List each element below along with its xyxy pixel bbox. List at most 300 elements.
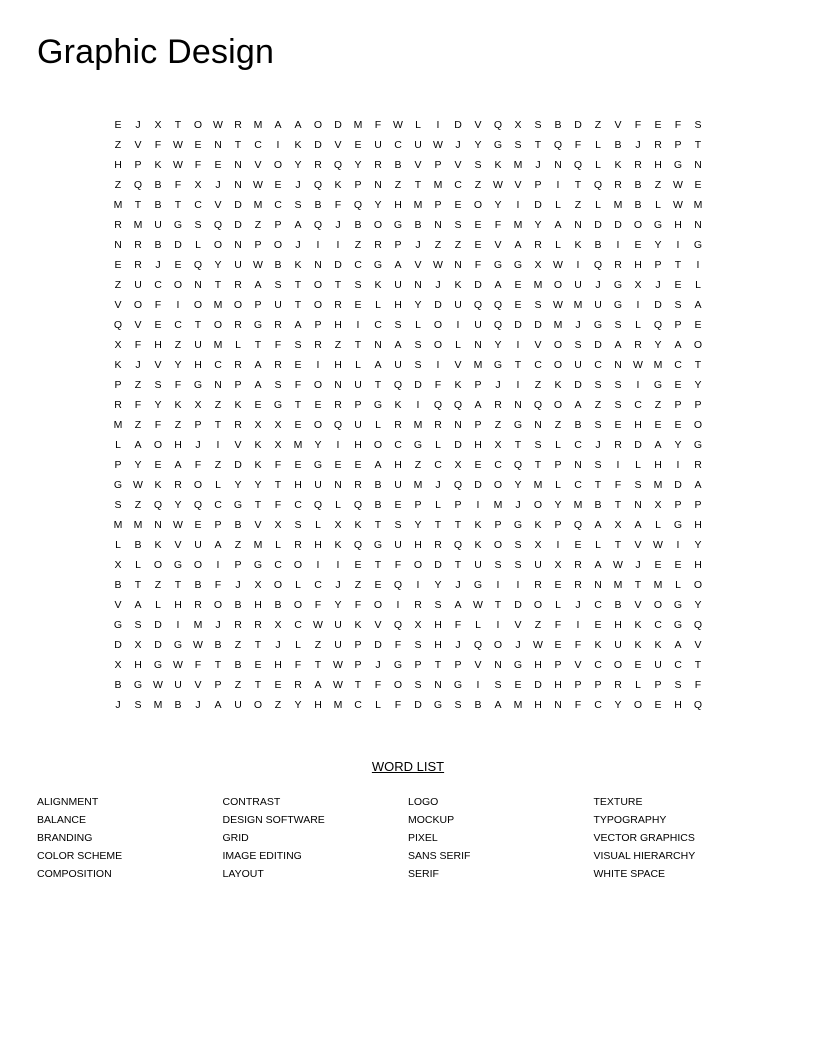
grid-letter: O xyxy=(633,699,643,711)
grid-letter: M xyxy=(333,699,343,711)
grid-letter: H xyxy=(694,519,702,531)
grid-letter: X xyxy=(194,179,202,191)
grid-letter: U xyxy=(394,539,402,551)
grid-letter: W xyxy=(173,139,183,151)
grid-letter: T xyxy=(134,199,142,211)
grid-letter: A xyxy=(374,359,382,371)
grid-letter: I xyxy=(516,339,520,351)
grid-letter: B xyxy=(114,579,122,591)
grid-letter: K xyxy=(534,519,542,531)
grid-letter: B xyxy=(594,239,602,251)
grid-letter: R xyxy=(334,299,342,311)
grid-letter: R xyxy=(174,479,182,491)
grid-letter: M xyxy=(693,199,703,211)
grid-letter: B xyxy=(374,499,382,511)
grid-letter: V xyxy=(154,359,162,371)
grid-letter: K xyxy=(374,279,382,291)
word-list-item: COMPOSITION xyxy=(37,868,112,880)
grid-letter: F xyxy=(674,119,682,131)
grid-letter: F xyxy=(614,479,622,491)
grid-letter: K xyxy=(474,519,482,531)
grid-letter: M xyxy=(413,419,423,431)
grid-row xyxy=(108,355,708,375)
grid-letter: Q xyxy=(313,499,323,511)
grid-letter: C xyxy=(274,199,282,211)
grid-letter: B xyxy=(474,699,482,711)
grid-letter: M xyxy=(213,299,223,311)
grid-letter: M xyxy=(133,219,143,231)
grid-letter: W xyxy=(553,299,563,311)
grid-letter: D xyxy=(334,259,342,271)
grid-letter: Q xyxy=(433,399,443,411)
grid-letter: U xyxy=(394,279,402,291)
grid-letter: U xyxy=(174,679,182,691)
grid-letter: S xyxy=(394,319,402,331)
grid-letter: L xyxy=(435,499,441,511)
grid-letter: U xyxy=(394,359,402,371)
grid-letter: A xyxy=(134,599,142,611)
grid-letter: X xyxy=(274,619,282,631)
grid-letter: U xyxy=(334,619,342,631)
grid-letter: P xyxy=(114,459,122,471)
grid-letter: P xyxy=(674,399,682,411)
grid-letter: A xyxy=(314,679,322,691)
grid-letter: L xyxy=(435,439,441,451)
grid-letter: O xyxy=(653,599,663,611)
grid-letter: E xyxy=(514,299,522,311)
grid-letter: E xyxy=(634,659,642,671)
grid-letter: O xyxy=(273,239,283,251)
grid-letter: R xyxy=(574,579,582,591)
grid-letter: Z xyxy=(134,499,142,511)
grid-letter: D xyxy=(314,139,322,151)
grid-letter: F xyxy=(194,659,202,671)
grid-letter: L xyxy=(195,239,201,251)
grid-letter: S xyxy=(634,479,642,491)
grid-letter: N xyxy=(434,679,442,691)
grid-letter: O xyxy=(153,559,163,571)
grid-letter: S xyxy=(414,679,422,691)
grid-letter: F xyxy=(194,159,202,171)
grid-letter: V xyxy=(214,199,222,211)
word-list-item: VECTOR GRAPHICS xyxy=(593,832,695,844)
grid-letter: N xyxy=(114,239,122,251)
grid-letter: V xyxy=(374,619,382,631)
grid-letter: N xyxy=(194,279,202,291)
grid-letter: V xyxy=(134,139,142,151)
grid-letter: C xyxy=(274,559,282,571)
grid-letter: M xyxy=(473,359,483,371)
grid-letter: D xyxy=(454,119,462,131)
grid-letter: S xyxy=(154,379,162,391)
grid-letter: D xyxy=(374,639,382,651)
grid-letter: Y xyxy=(654,339,662,351)
grid-letter: B xyxy=(314,199,322,211)
grid-letter: E xyxy=(354,459,362,471)
grid-letter: J xyxy=(295,179,301,191)
grid-letter: M xyxy=(573,299,583,311)
grid-letter: I xyxy=(316,359,320,371)
grid-letter: X xyxy=(114,659,122,671)
grid-letter: P xyxy=(354,659,362,671)
grid-row xyxy=(108,395,708,415)
grid-row xyxy=(108,335,708,355)
grid-letter: I xyxy=(616,459,620,471)
grid-letter: K xyxy=(354,519,362,531)
grid-letter: J xyxy=(115,699,121,711)
grid-letter: R xyxy=(534,239,542,251)
grid-letter: M xyxy=(553,319,563,331)
grid-letter: Q xyxy=(653,319,663,331)
grid-letter: A xyxy=(394,259,402,271)
grid-letter: P xyxy=(254,299,262,311)
grid-letter: T xyxy=(294,399,302,411)
grid-row xyxy=(108,655,708,675)
grid-letter: T xyxy=(314,659,322,671)
grid-letter: K xyxy=(174,399,182,411)
grid-letter: A xyxy=(454,599,462,611)
grid-letter: S xyxy=(394,519,402,531)
grid-letter: E xyxy=(294,459,302,471)
grid-letter: I xyxy=(676,539,680,551)
grid-letter: P xyxy=(194,419,202,431)
grid-letter: I xyxy=(356,319,360,331)
grid-letter: M xyxy=(513,159,523,171)
grid-letter: P xyxy=(214,679,222,691)
grid-letter: B xyxy=(374,479,382,491)
grid-letter: R xyxy=(374,239,382,251)
grid-letter: W xyxy=(553,259,563,271)
grid-letter: D xyxy=(474,479,482,491)
word-list-item: COLOR SCHEME xyxy=(37,850,123,862)
grid-letter: N xyxy=(334,479,342,491)
grid-letter: M xyxy=(413,479,423,491)
grid-letter: Z xyxy=(334,339,342,351)
grid-letter: P xyxy=(134,159,142,171)
grid-letter: E xyxy=(654,559,662,571)
grid-letter: D xyxy=(634,439,642,451)
grid-letter: C xyxy=(574,479,582,491)
grid-letter: I xyxy=(476,499,480,511)
grid-letter: J xyxy=(595,279,601,291)
grid-letter: R xyxy=(574,559,582,571)
grid-letter: B xyxy=(114,679,122,691)
grid-letter: O xyxy=(473,199,483,211)
grid-row xyxy=(108,575,708,595)
grid-letter: R xyxy=(134,239,142,251)
grid-letter: T xyxy=(254,679,262,691)
grid-letter: L xyxy=(355,359,361,371)
grid-letter: F xyxy=(154,139,162,151)
grid-letter: T xyxy=(354,339,362,351)
grid-letter: A xyxy=(614,339,622,351)
grid-letter: K xyxy=(354,619,362,631)
grid-letter: E xyxy=(474,239,482,251)
grid-letter: G xyxy=(113,619,123,631)
grid-letter: O xyxy=(613,659,623,671)
grid-letter: F xyxy=(134,339,142,351)
grid-letter: W xyxy=(673,199,683,211)
grid-row xyxy=(108,415,708,435)
grid-letter: D xyxy=(174,239,182,251)
grid-letter: S xyxy=(294,199,302,211)
grid-letter: G xyxy=(673,159,683,171)
grid-letter: K xyxy=(634,639,642,651)
grid-row xyxy=(108,475,708,495)
grid-letter: P xyxy=(674,499,682,511)
grid-letter: Z xyxy=(534,619,542,631)
grid-letter: Q xyxy=(513,459,523,471)
grid-letter: O xyxy=(313,119,323,131)
grid-letter: H xyxy=(694,559,702,571)
grid-letter: Q xyxy=(533,399,543,411)
grid-letter: B xyxy=(614,599,622,611)
grid-letter: T xyxy=(614,499,622,511)
grid-letter: S xyxy=(414,339,422,351)
grid-letter: Y xyxy=(694,539,702,551)
grid-letter: N xyxy=(694,219,702,231)
grid-letter: M xyxy=(153,699,163,711)
grid-letter: D xyxy=(574,119,582,131)
grid-letter: N xyxy=(414,279,422,291)
grid-letter: A xyxy=(594,559,602,571)
grid-letter: M xyxy=(533,279,543,291)
grid-letter: A xyxy=(554,219,562,231)
grid-letter: D xyxy=(594,219,602,231)
grid-letter: P xyxy=(314,319,322,331)
grid-letter: E xyxy=(694,179,702,191)
grid-letter: M xyxy=(653,579,663,591)
grid-letter: N xyxy=(434,219,442,231)
grid-letter: I xyxy=(516,579,520,591)
grid-letter: G xyxy=(593,319,603,331)
grid-letter: G xyxy=(513,419,523,431)
grid-letter: R xyxy=(194,599,202,611)
grid-letter: L xyxy=(655,199,661,211)
grid-letter: J xyxy=(215,619,221,631)
grid-letter: Y xyxy=(354,159,362,171)
grid-letter: O xyxy=(193,559,203,571)
grid-letter: I xyxy=(436,359,440,371)
grid-letter: Y xyxy=(554,499,562,511)
word-list xyxy=(37,795,779,885)
grid-letter: A xyxy=(574,399,582,411)
grid-letter: P xyxy=(554,459,562,471)
grid-letter: Q xyxy=(493,119,503,131)
grid-letter: C xyxy=(594,359,602,371)
grid-letter: J xyxy=(275,639,281,651)
grid-letter: U xyxy=(454,299,462,311)
grid-letter: Y xyxy=(254,479,262,491)
grid-row xyxy=(108,675,708,695)
grid-letter: D xyxy=(434,559,442,571)
grid-letter: N xyxy=(214,139,222,151)
grid-letter: S xyxy=(594,459,602,471)
grid-letter: C xyxy=(654,619,662,631)
grid-letter: V xyxy=(134,319,142,331)
grid-letter: D xyxy=(334,119,342,131)
grid-letter: I xyxy=(496,579,500,591)
grid-letter: I xyxy=(516,379,520,391)
grid-letter: N xyxy=(374,179,382,191)
grid-letter: C xyxy=(594,659,602,671)
grid-letter: U xyxy=(474,559,482,571)
grid-letter: F xyxy=(334,199,342,211)
grid-letter: R xyxy=(494,399,502,411)
grid-letter: K xyxy=(334,539,342,551)
grid-letter: U xyxy=(614,639,622,651)
grid-letter: W xyxy=(333,659,343,671)
grid-letter: T xyxy=(694,139,702,151)
grid-letter: E xyxy=(294,359,302,371)
grid-letter: H xyxy=(674,699,682,711)
grid-letter: I xyxy=(416,399,420,411)
grid-letter: Z xyxy=(594,119,602,131)
grid-letter: O xyxy=(693,339,703,351)
grid-letter: O xyxy=(313,419,323,431)
grid-letter: N xyxy=(214,379,222,391)
page-title: Graphic Design xyxy=(37,33,275,71)
grid-letter: U xyxy=(194,339,202,351)
grid-letter: E xyxy=(334,459,342,471)
grid-letter: H xyxy=(334,319,342,331)
grid-letter: M xyxy=(253,539,263,551)
grid-letter: L xyxy=(635,459,641,471)
grid-letter: P xyxy=(494,519,502,531)
grid-letter: S xyxy=(294,519,302,531)
grid-letter: A xyxy=(694,299,702,311)
grid-letter: H xyxy=(334,359,342,371)
grid-letter: E xyxy=(354,559,362,571)
grid-letter: S xyxy=(114,499,122,511)
grid-letter: U xyxy=(414,139,422,151)
grid-letter: N xyxy=(314,259,322,271)
grid-letter: K xyxy=(554,379,562,391)
grid-letter: E xyxy=(214,159,222,171)
grid-letter: J xyxy=(655,279,661,291)
grid-letter: Z xyxy=(174,419,182,431)
grid-letter: Z xyxy=(114,139,122,151)
grid-letter: I xyxy=(316,559,320,571)
grid-letter: L xyxy=(555,599,561,611)
grid-letter: Q xyxy=(333,159,343,171)
grid-letter: Q xyxy=(473,639,483,651)
grid-letter: O xyxy=(313,379,323,391)
grid-letter: O xyxy=(253,699,263,711)
grid-letter: Q xyxy=(393,619,403,631)
grid-letter: E xyxy=(654,419,662,431)
grid-letter: L xyxy=(155,599,161,611)
grid-letter: O xyxy=(193,119,203,131)
grid-letter: Q xyxy=(313,219,323,231)
grid-letter: C xyxy=(154,279,162,291)
grid-letter: T xyxy=(434,519,442,531)
grid-row xyxy=(108,515,708,535)
grid-letter: N xyxy=(234,179,242,191)
grid-letter: B xyxy=(634,179,642,191)
grid-letter: Q xyxy=(113,319,123,331)
grid-letter: Y xyxy=(614,699,622,711)
grid-letter: Y xyxy=(514,479,522,491)
grid-letter: P xyxy=(554,519,562,531)
grid-letter: I xyxy=(476,679,480,691)
grid-letter: S xyxy=(594,419,602,431)
grid-letter: V xyxy=(574,659,582,671)
grid-letter: F xyxy=(494,219,502,231)
grid-letter: J xyxy=(635,559,641,571)
grid-letter: O xyxy=(493,479,503,491)
grid-letter: L xyxy=(555,479,561,491)
grid-letter: Z xyxy=(274,699,282,711)
grid-letter: L xyxy=(595,139,601,151)
grid-letter: Q xyxy=(593,259,603,271)
grid-letter: K xyxy=(594,639,602,651)
grid-letter: X xyxy=(494,439,502,451)
word-list-column xyxy=(223,795,409,885)
grid-letter: B xyxy=(154,199,162,211)
grid-letter: R xyxy=(294,539,302,551)
grid-letter: X xyxy=(534,539,542,551)
grid-letter: N xyxy=(594,579,602,591)
grid-letter: O xyxy=(233,299,243,311)
grid-letter: A xyxy=(274,119,282,131)
grid-letter: U xyxy=(474,319,482,331)
grid-letter: F xyxy=(554,619,562,631)
grid-letter: C xyxy=(214,499,222,511)
grid-letter: L xyxy=(555,239,561,251)
grid-row xyxy=(108,175,708,195)
grid-letter: G xyxy=(673,619,683,631)
grid-letter: T xyxy=(174,199,182,211)
grid-letter: Z xyxy=(654,399,662,411)
grid-letter: V xyxy=(254,519,262,531)
grid-letter: E xyxy=(674,559,682,571)
grid-letter: G xyxy=(493,359,503,371)
grid-letter: J xyxy=(195,439,201,451)
grid-letter: Z xyxy=(114,179,122,191)
grid-letter: G xyxy=(393,659,403,671)
word-list-column xyxy=(594,795,780,885)
grid-letter: Q xyxy=(353,199,363,211)
grid-letter: I xyxy=(176,299,180,311)
grid-letter: K xyxy=(334,179,342,191)
word-list-title: WORD LIST xyxy=(371,759,445,774)
grid-letter: C xyxy=(494,459,502,471)
grid-letter: H xyxy=(134,659,142,671)
grid-letter: I xyxy=(636,379,640,391)
grid-letter: P xyxy=(254,239,262,251)
word-list-item: LAYOUT xyxy=(222,868,264,880)
grid-letter: I xyxy=(276,139,280,151)
grid-letter: F xyxy=(174,179,182,191)
grid-letter: U xyxy=(594,299,602,311)
grid-letter: U xyxy=(374,139,382,151)
grid-letter: J xyxy=(435,279,441,291)
grid-letter: D xyxy=(434,299,442,311)
grid-letter: Z xyxy=(254,219,262,231)
grid-letter: E xyxy=(154,319,162,331)
grid-letter: J xyxy=(595,439,601,451)
grid-letter: I xyxy=(176,619,180,631)
grid-letter: R xyxy=(414,599,422,611)
grid-letter: J xyxy=(155,259,161,271)
grid-letter: D xyxy=(454,439,462,451)
grid-letter: D xyxy=(534,679,542,691)
grid-letter: R xyxy=(614,179,622,191)
grid-letter: X xyxy=(614,519,622,531)
grid-letter: A xyxy=(294,119,302,131)
grid-letter: N xyxy=(634,499,642,511)
